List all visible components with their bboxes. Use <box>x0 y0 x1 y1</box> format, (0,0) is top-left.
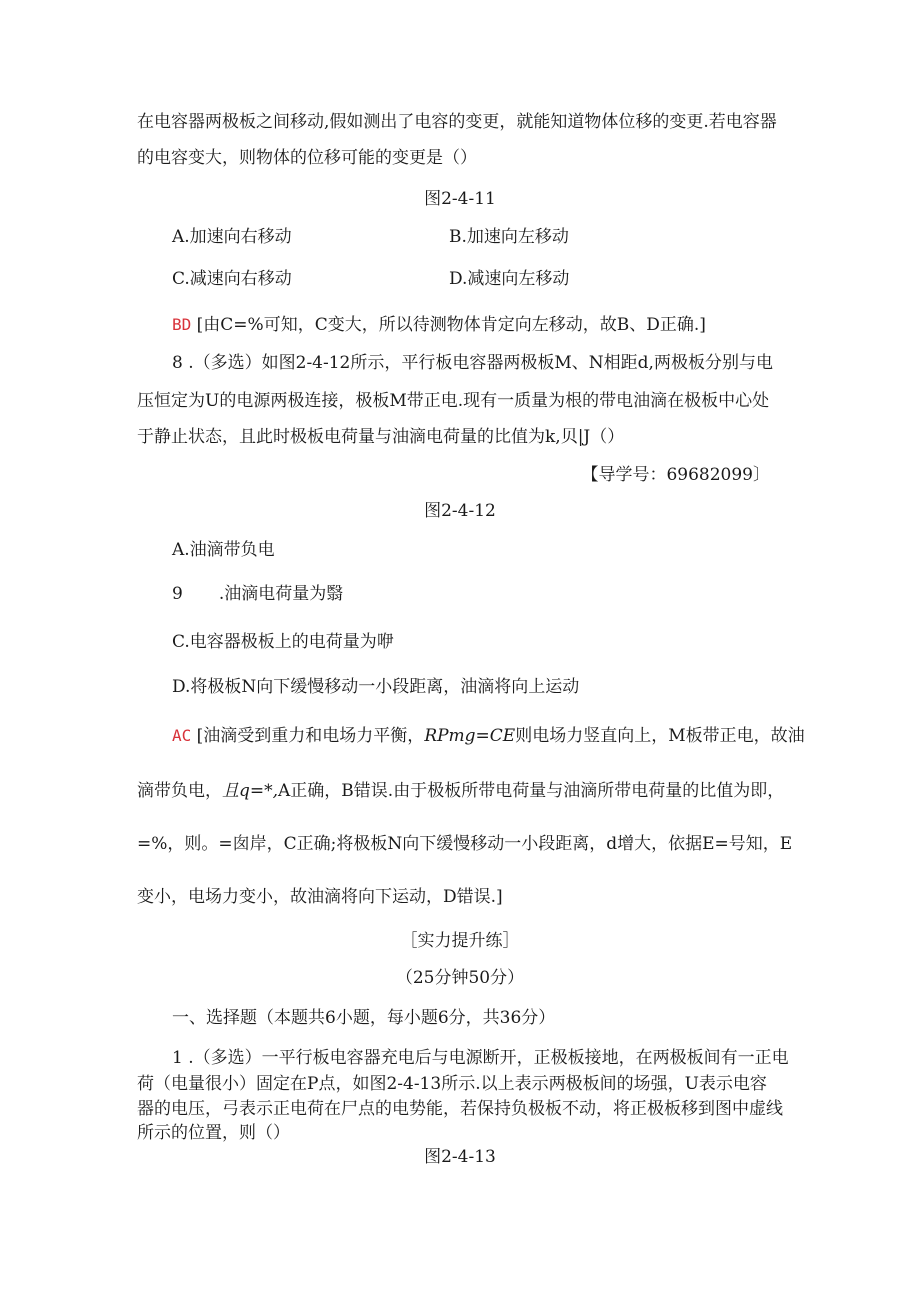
q8-explanation-line-2 <box>137 779 784 803</box>
figure-caption-2-4-11: 图2-4-11 <box>424 189 496 209</box>
q8-formula-1: RPmg=CE <box>424 726 516 746</box>
q7-option-a: A.加速向右移动 <box>172 227 292 247</box>
q8-explanation-part-4: A正确，B错误.由于极板所带电荷量与油滴所带电荷量的比值为即， <box>278 781 785 801</box>
q8-explanation-line-4: 变小，电场力变小，故油滴将向下运动，D错误.] <box>137 887 503 907</box>
q7-explanation: [由C=%可知，C变大，所以待测物体肯定向左移动，故B、D正确.] <box>196 315 706 335</box>
section-time: （25分钟50分） <box>395 968 525 988</box>
q1-text-line-1: 1 .（多选）一平行板电容器充电后与电源断开，正极板接地，在两极板间有一正电 <box>172 1048 789 1068</box>
q8-text-line-1: 8 .（多选）如图2-4-12所示，平行板电容器两极板M、N相距d,两极板分别与电 <box>172 353 773 373</box>
q8-formula-2: 且q=*, <box>222 781 279 801</box>
q8-text-line-2: 压恒定为U的电源两极连接，极板M带正电.现有一质量为根的带电油滴在极板中心处 <box>137 391 770 411</box>
q7-text-line-2: 的电容变大，则物体的位移可能的变更是（） <box>137 148 477 168</box>
q7-option-c: C.减速向右移动 <box>172 269 292 289</box>
guide-number: 【导学号：69682099〕 <box>581 465 770 485</box>
q8-option-b-number: 9 <box>172 584 183 604</box>
q8-option-b-text: .油滴电荷量为翳 <box>218 584 344 604</box>
q8-explanation-part-1: [油滴受到重力和电场力平衡， <box>196 726 425 746</box>
q8-answer-key: AC <box>172 726 192 745</box>
q8-option-d: D.将极板N向下缓慢移动一小段距离，油滴将向上运动 <box>172 677 580 697</box>
q8-text-line-3: 于静止状态，且此时极板电荷量与油滴电荷量的比值为k,贝|J（） <box>137 427 625 447</box>
q8-option-b <box>172 582 343 606</box>
q1-text-line-3: 器的电压，弓表示正电荷在尸点的电势能，若保持负极板不动，将正极板移到图中虚线 <box>137 1099 783 1119</box>
q8-option-c: C.电容器极板上的电荷量为咿 <box>172 632 394 652</box>
q7-option-d: D.减速向左移动 <box>449 269 570 289</box>
figure-caption-2-4-13: 图2-4-13 <box>424 1147 496 1167</box>
q8-explanation-part-3: 滴带负电， <box>137 781 222 801</box>
q7-text-line-1: 在电容器两极板之间移动,假如测出了电容的变更，就能知道物体位移的变更.若电容器 <box>137 112 777 132</box>
q1-text-line-4: 所示的位置，则（） <box>137 1123 290 1143</box>
q8-option-a: A.油滴带负电 <box>172 540 275 560</box>
section-part-heading: 一、选择题（本题共6小题，每小题6分，共36分） <box>172 1008 556 1028</box>
section-title: ［实力提升练］ <box>400 931 520 951</box>
q7-option-b: B.加速向左移动 <box>449 227 569 247</box>
q8-explanation-part-2: 则电场力竖直向上，M板带正电，故油 <box>515 726 805 746</box>
q7-answer <box>172 313 706 337</box>
q7-answer-key: BD <box>172 315 192 334</box>
q8-explanation-line-1 <box>172 724 805 748</box>
figure-caption-2-4-12: 图2-4-12 <box>424 501 496 521</box>
q8-explanation-line-3: =%，则。=囱岸，C正确;将极板N向下缓慢移动一小段距离，d增大，依据E=号知，E <box>137 834 793 854</box>
q1-text-line-2: 荷（电量很小）固定在P点，如图2-4-13所示.以上表示两极板间的场强，U表示电容 <box>137 1074 767 1094</box>
